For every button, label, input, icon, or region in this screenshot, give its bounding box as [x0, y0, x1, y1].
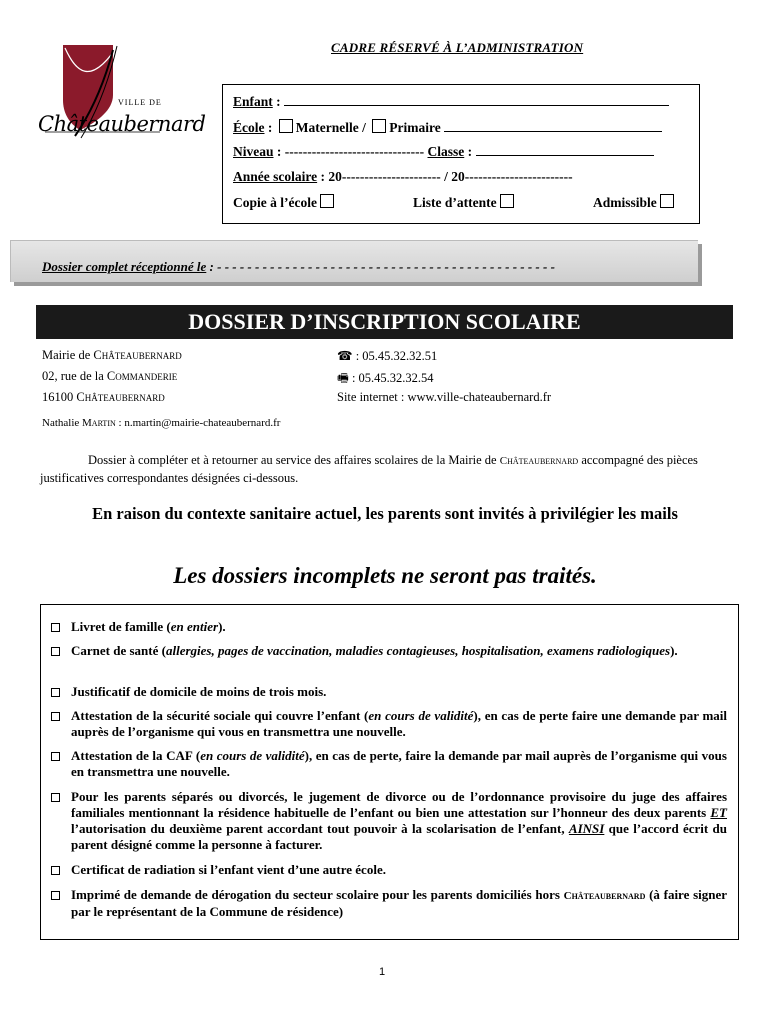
admin-box — [222, 84, 700, 224]
attente-label: Liste d’attente — [413, 195, 497, 210]
copie-checkbox[interactable] — [320, 194, 334, 208]
mairie-line — [42, 348, 182, 363]
document-item: Imprimé de demande de dérogation du secteur scolaire pour les parents domiciliés hors Châteaubernard (à faire signer par le représentant de la Commune de résidence) — [51, 887, 727, 920]
enfant-label: Enfant — [233, 94, 273, 109]
document-item: Attestation de la sécurité sociale qui couvre l’enfant (en cours de validité), en cas de perte faire une demande par mail auprès de l’organisme qui vous en transmettra une nouvelle. — [51, 708, 727, 740]
document-checkbox[interactable] — [51, 623, 60, 632]
document-checkbox[interactable] — [51, 793, 60, 802]
document-item: Certificat de radiation si l’enfant vient d’une autre école. — [51, 862, 727, 878]
admissible-label: Admissible — [593, 195, 657, 210]
document-checkbox[interactable] — [51, 866, 60, 875]
document-item: Justificatif de domicile de moins de trois mois. — [51, 684, 727, 700]
address2-name: Châteaubernard — [76, 390, 165, 404]
person-first-name: Nathalie — [42, 417, 80, 429]
admin-title: CADRE RÉSERVÉ À L’ADMINISTRATION — [331, 40, 584, 55]
annee-value: : 20---------------------- / 20------------------------ — [320, 169, 573, 184]
sanitary-warning: En raison du contexte sanitaire actuel, les parents sont invités à privilégier les mails — [92, 504, 678, 523]
primaire-checkbox[interactable] — [372, 119, 386, 133]
documents-box — [40, 604, 739, 940]
document-checkbox[interactable] — [51, 688, 60, 697]
fax-number: : 05.45.32.32.54 — [351, 371, 434, 385]
address2-prefix: 16100 — [42, 390, 74, 404]
received-dashes: : - - - - - - - - - - - - - - - - - - - - - - - - - - - - - - - - - - - - - - - - - - - - - — [209, 259, 555, 274]
document-item: Attestation de la CAF (en cours de validité), en cas de perte, faire la demande par mail auprès de l’organisme qui vous en transmettra une nouvelle. — [51, 748, 727, 780]
contact-person-line — [42, 417, 280, 429]
intro-town: Châteaubernard — [499, 455, 579, 467]
person-email: : n.martin@mairie-chateaubernard.fr — [118, 417, 281, 429]
niveau-row: Niveau : ------------------------------- Classe : — [233, 144, 654, 160]
annee-label: Année scolaire — [233, 169, 318, 184]
classe-field[interactable] — [476, 144, 654, 156]
received-band — [10, 240, 698, 282]
copie-row — [233, 194, 337, 211]
maternelle-label: Maternelle / — [295, 120, 366, 135]
admissible-row — [593, 194, 677, 211]
enfant-field[interactable] — [284, 94, 669, 106]
mairie-prefix: Mairie de — [42, 348, 91, 362]
document-item: Pour les parents séparés ou divorcés, le jugement de divorce ou de l’ordonnance provisoire du juge des affaires familiales mentionnant la résidence habituelle de l’enfant ou bien une attestation sur l’honneur des deux parents ET l’autorisation du deuxième parent accordant tout pouvoir à la scolarisation de l’enfant, AINSI que l’accord écrit du parent désigné comme la personne à facturer. — [51, 789, 727, 853]
address-line-2 — [42, 390, 165, 405]
document-checkbox[interactable] — [51, 752, 60, 761]
attente-row — [413, 194, 517, 211]
annee-row — [233, 169, 573, 185]
classe-label: Classe — [427, 144, 465, 159]
telephone-icon: ☎ — [337, 349, 353, 363]
ecole-row: École : Maternelle / Primaire — [233, 119, 662, 136]
page-number: 1 — [379, 966, 386, 978]
phone-number: : 05.45.32.32.51 — [355, 349, 438, 363]
maternelle-checkbox[interactable] — [279, 119, 293, 133]
logo-town-name: Châteaubernard — [38, 112, 206, 136]
mairie-name: Châteaubernard — [93, 348, 182, 362]
intro-paragraph — [40, 452, 730, 487]
intro-text-2: accompagné des pièces justificatives correspondantes désignées ci-dessous. — [40, 453, 698, 485]
phone-line — [337, 348, 437, 364]
intro-text-1: Dossier à compléter et à retourner au service des affaires scolaires de la Mairie de — [88, 453, 497, 467]
fax-icon: 🖷 — [337, 371, 349, 385]
niveau-label: Niveau — [233, 144, 274, 159]
copie-label: Copie à l’école — [233, 195, 317, 210]
document-title: DOSSIER D’INSCRIPTION SCOLAIRE — [36, 305, 733, 339]
address-line-1 — [42, 369, 177, 384]
website-line: Site internet : www.ville-chateaubernard.fr — [337, 390, 552, 404]
enfant-row: Enfant : — [233, 94, 669, 110]
person-last-name: Martin — [82, 417, 116, 429]
fax-line — [337, 369, 434, 390]
primaire-label: Primaire — [389, 120, 441, 135]
document-checkbox[interactable] — [51, 712, 60, 721]
document-item: Livret de famille (en entier). — [51, 619, 727, 635]
niveau-dashes: ------------------------------- — [284, 144, 425, 159]
ecole-label: École — [233, 120, 265, 135]
logo-ville-text: VILLE DE — [118, 98, 162, 107]
document-checkbox[interactable] — [51, 647, 60, 656]
attente-checkbox[interactable] — [500, 194, 514, 208]
document-checkbox[interactable] — [51, 891, 60, 900]
received-label: Dossier complet réceptionné le — [42, 259, 207, 274]
incomplete-notice: Les dossiers incomplets ne seront pas traités. — [173, 563, 597, 588]
address1-name: Commanderie — [106, 369, 178, 383]
admissible-checkbox[interactable] — [660, 194, 674, 208]
received-text — [42, 259, 555, 275]
document-item: Carnet de santé (allergies, pages de vaccination, maladies contagieuses, hospitalisation, examens radiologiques). — [51, 643, 727, 659]
ecole-field[interactable] — [444, 120, 662, 132]
address1-prefix: 02, rue de la — [42, 369, 104, 383]
